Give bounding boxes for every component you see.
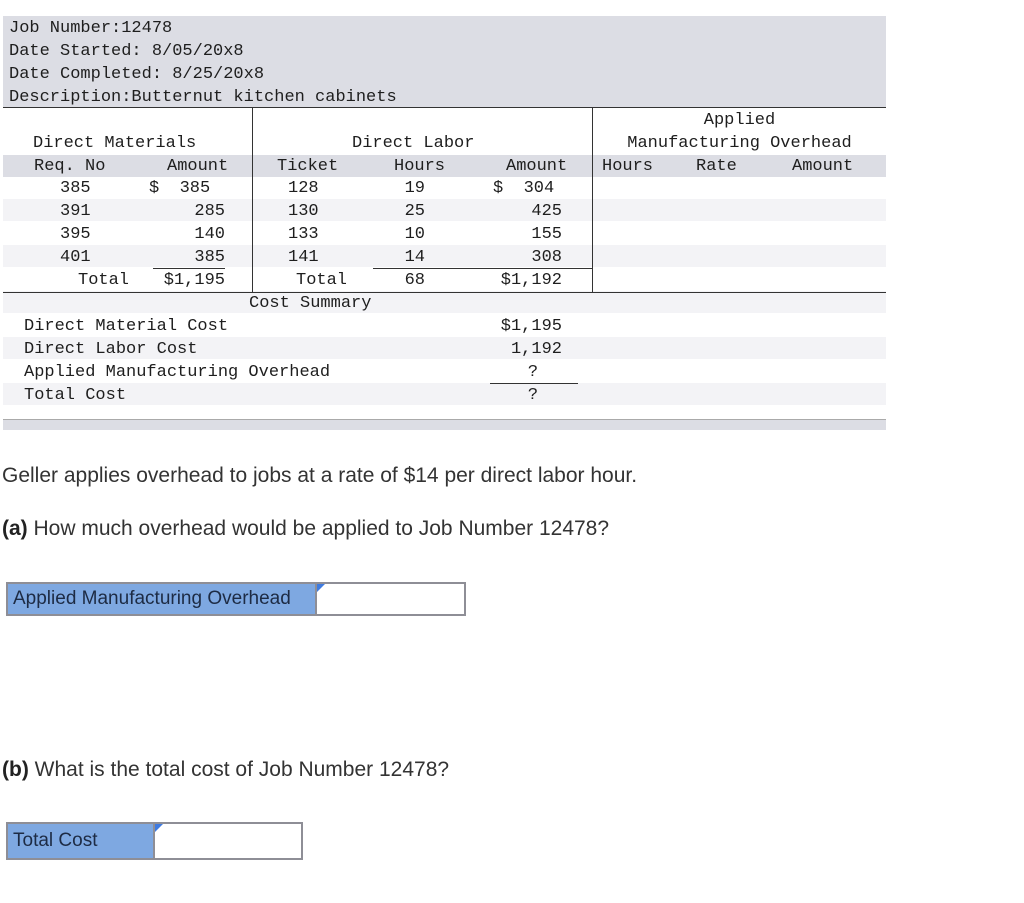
header-divider: [3, 107, 886, 108]
col-ticket: Ticket: [277, 157, 339, 176]
mfg-overhead-heading: Manufacturing Overhead: [627, 134, 852, 153]
sheet-bottom-bar: [3, 419, 886, 430]
total-cost-answer-row: [6, 822, 303, 860]
dm-total-label: Total: [78, 271, 130, 290]
direct-materials-heading: Direct Materials: [33, 134, 197, 153]
col-hours: Hours: [394, 157, 446, 176]
dl-total-label: Total: [296, 271, 348, 290]
overhead-answer-row: [6, 582, 466, 616]
applied-heading: Applied: [703, 111, 776, 130]
date-started: Date Started: 8/05/20x8: [9, 42, 244, 61]
job-description: Description:Butternut kitchen cabinets: [9, 88, 397, 107]
job-cost-sheet: Job Number:12478 Date Started: 8/05/20x8 Date Completed: 8/25/20x8 Description:Butternut kitchen cabinets Direct Materials Direct Labor Applied Manufacturing Overhead Req. No Amount Ticket Hours Amount Hours Rate Amount 385 $ 385 128 19 $ 304 391 285 130 25 425 395 140 133 10 155 401 385 141 14 308 Total $1,195 Total 68 $1,192 Cost Summary Direct Material Cost $1,195 Direct Labor Cost 1,192 Applied Manufacturing Overhead ? Total Cost ?: [3, 16, 886, 429]
col-moh-hours: Hours: [602, 157, 654, 176]
dm-total: $1,195: [163, 271, 225, 290]
col-dm-amount: Amount: [167, 157, 229, 176]
total-cost-answer-input[interactable]: [155, 824, 301, 858]
job-number: Job Number:12478: [9, 19, 173, 38]
cost-summary-title: Cost Summary: [249, 294, 372, 313]
overhead-answer-label: Applied Manufacturing Overhead: [8, 584, 317, 614]
input-marker-icon: [155, 824, 163, 832]
question-b: (b) What is the total cost of Job Number 12478?: [2, 758, 450, 781]
totals-divider: [3, 292, 886, 293]
dl-total: $1,192: [500, 271, 562, 290]
date-completed: Date Completed: 8/25/20x8: [9, 65, 265, 84]
col-moh-amount: Amount: [792, 157, 854, 176]
hours-total: 68: [404, 271, 425, 290]
rate-statement: Geller applies overhead to jobs at a rate of $14 per direct labor hour.: [2, 464, 638, 487]
overhead-answer-input[interactable]: [317, 584, 464, 614]
col-dl-amount: Amount: [506, 157, 568, 176]
materials-divider: [252, 107, 253, 292]
col-moh-rate: Rate: [696, 157, 737, 176]
question-a: (a) How much overhead would be applied to Job Number 12478?: [2, 517, 610, 540]
input-marker-icon: [317, 584, 325, 592]
total-cost-answer-label: Total Cost: [8, 824, 155, 858]
job-header: [3, 16, 886, 107]
col-req-no: Req. No: [34, 157, 106, 176]
direct-labor-heading: Direct Labor: [352, 134, 475, 153]
